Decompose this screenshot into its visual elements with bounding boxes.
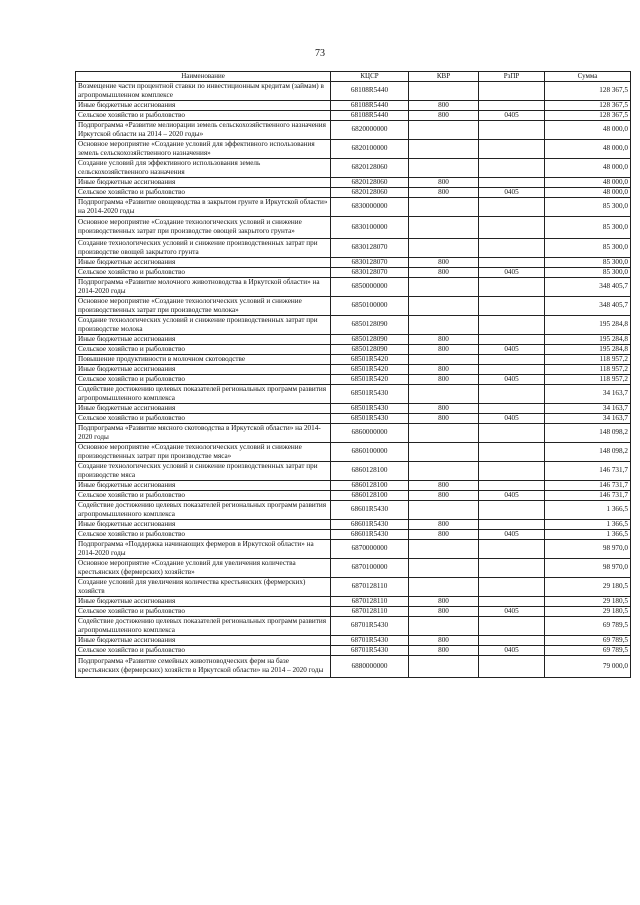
table-row bbox=[76, 177, 631, 187]
cell-kvr: 800 bbox=[409, 110, 479, 120]
cell-rzpr: 0405 bbox=[479, 374, 545, 384]
cell-kcsr: 6830000000 bbox=[331, 197, 409, 216]
cell-kcsr: 6870100000 bbox=[331, 558, 409, 577]
table-row bbox=[76, 110, 631, 120]
cell-name: Подпрограмма «Развитие мелиорации земель сельскохозяйственного назначения Иркутской области на 2014 – 2020 годы» bbox=[76, 120, 331, 139]
cell-sum: 48 000,0 bbox=[545, 120, 631, 139]
cell-kcsr: 68501R5430 bbox=[331, 413, 409, 423]
cell-sum: 128 367,5 bbox=[545, 110, 631, 120]
cell-kvr bbox=[409, 238, 479, 257]
cell-sum: 128 367,5 bbox=[545, 81, 631, 100]
cell-rzpr bbox=[479, 403, 545, 413]
cell-rzpr bbox=[479, 616, 545, 635]
cell-sum: 128 367,5 bbox=[545, 100, 631, 110]
cell-sum: 48 000,0 bbox=[545, 187, 631, 197]
cell-rzpr: 0405 bbox=[479, 529, 545, 539]
cell-name: Содействие достижению целевых показателей региональных программ развития агропромышленного комплекса bbox=[76, 616, 331, 635]
cell-rzpr: 0405 bbox=[479, 413, 545, 423]
cell-kcsr: 6850128090 bbox=[331, 334, 409, 344]
cell-kvr: 800 bbox=[409, 645, 479, 655]
cell-sum: 85 300,0 bbox=[545, 238, 631, 257]
cell-sum: 48 000,0 bbox=[545, 177, 631, 187]
cell-kcsr: 6870128110 bbox=[331, 596, 409, 606]
cell-rzpr bbox=[479, 596, 545, 606]
cell-kvr: 800 bbox=[409, 596, 479, 606]
cell-name: Создание условий для эффективного использования земель сельскохозяйственного назначения bbox=[76, 158, 331, 177]
cell-rzpr bbox=[479, 655, 545, 677]
cell-rzpr bbox=[479, 354, 545, 364]
table-row bbox=[76, 480, 631, 490]
cell-sum: 85 300,0 bbox=[545, 197, 631, 216]
table-row bbox=[76, 606, 631, 616]
cell-kvr bbox=[409, 354, 479, 364]
cell-kcsr: 68501R5420 bbox=[331, 374, 409, 384]
cell-kvr: 800 bbox=[409, 490, 479, 500]
cell-kcsr: 6820128060 bbox=[331, 177, 409, 187]
cell-name: Основное мероприятие «Создание условий для эффективного использования земель сельскохозяйственного назначения» bbox=[76, 139, 331, 158]
table-body bbox=[76, 81, 631, 677]
cell-rzpr: 0405 bbox=[479, 110, 545, 120]
cell-kcsr: 6860128100 bbox=[331, 461, 409, 480]
cell-name: Сельское хозяйство и рыболовство bbox=[76, 645, 331, 655]
cell-kvr bbox=[409, 216, 479, 238]
cell-kvr: 800 bbox=[409, 480, 479, 490]
cell-sum: 195 284,8 bbox=[545, 315, 631, 334]
page-number: 73 bbox=[315, 48, 325, 59]
table-row bbox=[76, 197, 631, 216]
cell-sum: 118 957,2 bbox=[545, 354, 631, 364]
cell-name: Подпрограмма «Развитие семейных животноводческих ферм на базе крестьянских (фермерских) хозяйств в Иркутской области» на 2014 – 2020 годы bbox=[76, 655, 331, 677]
cell-sum: 98 970,0 bbox=[545, 539, 631, 558]
cell-sum: 69 789,5 bbox=[545, 616, 631, 635]
cell-sum: 146 731,7 bbox=[545, 480, 631, 490]
cell-kcsr: 6820128060 bbox=[331, 158, 409, 177]
cell-rzpr bbox=[479, 197, 545, 216]
table-row bbox=[76, 645, 631, 655]
table-row bbox=[76, 364, 631, 374]
cell-name: Сельское хозяйство и рыболовство bbox=[76, 187, 331, 197]
cell-kvr bbox=[409, 315, 479, 334]
cell-rzpr bbox=[479, 500, 545, 519]
table-row bbox=[76, 423, 631, 442]
cell-name: Основное мероприятие «Создание технологических условий и снижение производственных затрат при производстве мяса» bbox=[76, 442, 331, 461]
cell-sum: 1 366,5 bbox=[545, 519, 631, 529]
cell-sum: 348 405,7 bbox=[545, 277, 631, 296]
cell-name: Содействие достижению целевых показателей региональных программ развития агропромышленного комплекса bbox=[76, 500, 331, 519]
cell-rzpr bbox=[479, 81, 545, 100]
cell-kvr: 800 bbox=[409, 606, 479, 616]
cell-name: Иные бюджетные ассигнования bbox=[76, 177, 331, 187]
cell-sum: 85 300,0 bbox=[545, 216, 631, 238]
cell-name: Подпрограмма «Развитие молочного животноводства в Иркутской области» на 2014-2020 годы bbox=[76, 277, 331, 296]
cell-kvr: 800 bbox=[409, 257, 479, 267]
cell-sum: 148 098,2 bbox=[545, 442, 631, 461]
cell-rzpr: 0405 bbox=[479, 490, 545, 500]
cell-kvr bbox=[409, 139, 479, 158]
table-row bbox=[76, 529, 631, 539]
table-row bbox=[76, 461, 631, 480]
cell-sum: 79 000,0 bbox=[545, 655, 631, 677]
cell-kvr bbox=[409, 120, 479, 139]
cell-kcsr: 6830128070 bbox=[331, 257, 409, 267]
cell-sum: 118 957,2 bbox=[545, 364, 631, 374]
cell-kcsr: 6860100000 bbox=[331, 442, 409, 461]
cell-name: Сельское хозяйство и рыболовство bbox=[76, 110, 331, 120]
cell-name: Иные бюджетные ассигнования bbox=[76, 257, 331, 267]
cell-sum: 48 000,0 bbox=[545, 139, 631, 158]
cell-kcsr: 68601R5430 bbox=[331, 529, 409, 539]
cell-name: Сельское хозяйство и рыболовство bbox=[76, 490, 331, 500]
cell-name: Иные бюджетные ассигнования bbox=[76, 334, 331, 344]
cell-name: Возмещение части процентной ставки по инвестиционным кредитам (займам) в агропромышленном комплексе bbox=[76, 81, 331, 100]
table-row bbox=[76, 100, 631, 110]
cell-rzpr bbox=[479, 177, 545, 187]
cell-kvr: 800 bbox=[409, 364, 479, 374]
cell-rzpr bbox=[479, 334, 545, 344]
cell-kcsr: 68501R5430 bbox=[331, 384, 409, 403]
cell-kvr bbox=[409, 442, 479, 461]
cell-name: Подпрограмма «Развитие овощеводства в закрытом грунте в Иркутской области» на 2014-2020 годы bbox=[76, 197, 331, 216]
cell-kcsr: 68601R5430 bbox=[331, 500, 409, 519]
table-row bbox=[76, 519, 631, 529]
header-sum: Сумма bbox=[545, 72, 631, 82]
cell-kvr: 800 bbox=[409, 267, 479, 277]
cell-rzpr bbox=[479, 257, 545, 267]
cell-rzpr bbox=[479, 100, 545, 110]
cell-kcsr: 6830128070 bbox=[331, 238, 409, 257]
cell-kvr bbox=[409, 423, 479, 442]
cell-rzpr: 0405 bbox=[479, 645, 545, 655]
cell-rzpr: 0405 bbox=[479, 267, 545, 277]
cell-kcsr: 6870000000 bbox=[331, 539, 409, 558]
header-rzpr: РзПР bbox=[479, 72, 545, 82]
cell-sum: 85 300,0 bbox=[545, 257, 631, 267]
table-row bbox=[76, 267, 631, 277]
cell-sum: 29 180,5 bbox=[545, 596, 631, 606]
cell-rzpr bbox=[479, 577, 545, 596]
cell-kcsr: 6850128090 bbox=[331, 344, 409, 354]
cell-kcsr: 68701R5430 bbox=[331, 645, 409, 655]
cell-kvr: 800 bbox=[409, 187, 479, 197]
table-row bbox=[76, 120, 631, 139]
cell-sum: 69 789,5 bbox=[545, 635, 631, 645]
table-row bbox=[76, 500, 631, 519]
cell-name: Иные бюджетные ассигнования bbox=[76, 480, 331, 490]
cell-kvr bbox=[409, 558, 479, 577]
cell-name: Подпрограмма «Поддержка начинающих фермеров в Иркутской области» на 2014-2020 годы bbox=[76, 539, 331, 558]
cell-kcsr: 68501R5430 bbox=[331, 403, 409, 413]
cell-sum: 195 284,8 bbox=[545, 334, 631, 344]
cell-sum: 146 731,7 bbox=[545, 461, 631, 480]
cell-kcsr: 68701R5430 bbox=[331, 635, 409, 645]
cell-kvr: 800 bbox=[409, 403, 479, 413]
cell-sum: 48 000,0 bbox=[545, 158, 631, 177]
cell-rzpr bbox=[479, 277, 545, 296]
cell-sum: 195 284,8 bbox=[545, 344, 631, 354]
cell-rzpr bbox=[479, 315, 545, 334]
cell-kcsr: 68601R5430 bbox=[331, 519, 409, 529]
budget-table bbox=[75, 71, 631, 678]
cell-kcsr: 6850100000 bbox=[331, 296, 409, 315]
cell-kvr bbox=[409, 655, 479, 677]
table-row bbox=[76, 384, 631, 403]
cell-kvr bbox=[409, 81, 479, 100]
cell-kcsr: 6880000000 bbox=[331, 655, 409, 677]
cell-kcsr: 68108R5440 bbox=[331, 110, 409, 120]
table-row bbox=[76, 490, 631, 500]
cell-kcsr: 6860128100 bbox=[331, 490, 409, 500]
cell-kvr bbox=[409, 500, 479, 519]
cell-kcsr: 6870128110 bbox=[331, 606, 409, 616]
cell-sum: 29 180,5 bbox=[545, 577, 631, 596]
cell-kvr: 800 bbox=[409, 529, 479, 539]
cell-name: Иные бюджетные ассигнования bbox=[76, 364, 331, 374]
table-row bbox=[76, 158, 631, 177]
table-row bbox=[76, 344, 631, 354]
cell-name: Сельское хозяйство и рыболовство bbox=[76, 344, 331, 354]
header-kcsr: КЦСР bbox=[331, 72, 409, 82]
cell-rzpr bbox=[479, 558, 545, 577]
cell-kvr: 800 bbox=[409, 177, 479, 187]
cell-rzpr bbox=[479, 423, 545, 442]
cell-rzpr bbox=[479, 158, 545, 177]
cell-kcsr: 68501R5420 bbox=[331, 364, 409, 374]
cell-kcsr: 68108R5440 bbox=[331, 100, 409, 110]
table-row bbox=[76, 539, 631, 558]
table-row bbox=[76, 442, 631, 461]
cell-kcsr: 6820000000 bbox=[331, 120, 409, 139]
cell-kvr bbox=[409, 384, 479, 403]
cell-name: Создание технологических условий и снижение производственных затрат при производстве овощей закрытого грунта bbox=[76, 238, 331, 257]
cell-kcsr: 6850128090 bbox=[331, 315, 409, 334]
cell-kcsr: 6830128070 bbox=[331, 267, 409, 277]
cell-kvr bbox=[409, 577, 479, 596]
cell-rzpr bbox=[479, 139, 545, 158]
table-header bbox=[76, 72, 631, 82]
table-row bbox=[76, 216, 631, 238]
cell-name: Иные бюджетные ассигнования bbox=[76, 100, 331, 110]
cell-rzpr bbox=[479, 216, 545, 238]
cell-kvr: 800 bbox=[409, 100, 479, 110]
cell-rzpr bbox=[479, 539, 545, 558]
cell-sum: 69 789,5 bbox=[545, 645, 631, 655]
table-row bbox=[76, 413, 631, 423]
cell-name: Иные бюджетные ассигнования bbox=[76, 596, 331, 606]
cell-kvr: 800 bbox=[409, 413, 479, 423]
cell-name: Создание технологических условий и снижение производственных затрат при производстве молока bbox=[76, 315, 331, 334]
cell-kvr: 800 bbox=[409, 374, 479, 384]
table-row bbox=[76, 296, 631, 315]
cell-sum: 1 366,5 bbox=[545, 500, 631, 519]
cell-sum: 146 731,7 bbox=[545, 490, 631, 500]
cell-kcsr: 6860000000 bbox=[331, 423, 409, 442]
table-row bbox=[76, 596, 631, 606]
cell-rzpr bbox=[479, 120, 545, 139]
cell-sum: 1 366,5 bbox=[545, 529, 631, 539]
cell-kcsr: 6830100000 bbox=[331, 216, 409, 238]
cell-rzpr bbox=[479, 519, 545, 529]
cell-sum: 148 098,2 bbox=[545, 423, 631, 442]
cell-kvr bbox=[409, 277, 479, 296]
cell-rzpr: 0405 bbox=[479, 606, 545, 616]
cell-rzpr: 0405 bbox=[479, 187, 545, 197]
cell-kvr: 800 bbox=[409, 334, 479, 344]
cell-rzpr bbox=[479, 296, 545, 315]
cell-name: Сельское хозяйство и рыболовство bbox=[76, 374, 331, 384]
cell-sum: 118 957,2 bbox=[545, 374, 631, 384]
cell-name: Сельское хозяйство и рыболовство bbox=[76, 267, 331, 277]
cell-name: Повышение продуктивности в молочном скотоводстве bbox=[76, 354, 331, 364]
cell-name: Основное мероприятие «Создание технологических условий и снижение производственных затрат при производстве молока» bbox=[76, 296, 331, 315]
table-row bbox=[76, 655, 631, 677]
cell-name: Сельское хозяйство и рыболовство bbox=[76, 413, 331, 423]
cell-sum: 85 300,0 bbox=[545, 267, 631, 277]
cell-rzpr bbox=[479, 442, 545, 461]
cell-kcsr: 68108R5440 bbox=[331, 81, 409, 100]
cell-kvr bbox=[409, 197, 479, 216]
cell-kcsr: 6860128100 bbox=[331, 480, 409, 490]
cell-kvr: 800 bbox=[409, 635, 479, 645]
cell-kcsr: 68501R5420 bbox=[331, 354, 409, 364]
table-row bbox=[76, 616, 631, 635]
cell-name: Создание технологических условий и снижение производственных затрат при производстве мяса bbox=[76, 461, 331, 480]
cell-rzpr bbox=[479, 364, 545, 374]
table-row bbox=[76, 315, 631, 334]
cell-kcsr: 6820128060 bbox=[331, 187, 409, 197]
cell-rzpr bbox=[479, 635, 545, 645]
table-row bbox=[76, 139, 631, 158]
cell-rzpr: 0405 bbox=[479, 344, 545, 354]
cell-name: Сельское хозяйство и рыболовство bbox=[76, 606, 331, 616]
cell-kvr: 800 bbox=[409, 344, 479, 354]
cell-kcsr: 68701R5430 bbox=[331, 616, 409, 635]
cell-sum: 348 405,7 bbox=[545, 296, 631, 315]
cell-kvr bbox=[409, 296, 479, 315]
cell-sum: 34 163,7 bbox=[545, 413, 631, 423]
header-kvr: КВР bbox=[409, 72, 479, 82]
cell-kcsr: 6870128110 bbox=[331, 577, 409, 596]
cell-rzpr bbox=[479, 238, 545, 257]
cell-name: Основное мероприятие «Создание технологических условий и снижение производственных затрат при производстве овощей закрытого грунта» bbox=[76, 216, 331, 238]
table-row bbox=[76, 374, 631, 384]
cell-kvr bbox=[409, 616, 479, 635]
cell-kvr bbox=[409, 461, 479, 480]
cell-rzpr bbox=[479, 384, 545, 403]
table-row bbox=[76, 187, 631, 197]
cell-kvr bbox=[409, 158, 479, 177]
table-row bbox=[76, 635, 631, 645]
cell-name: Основное мероприятие «Создание условий для увеличения количества крестьянских (фермерских) хозяйств» bbox=[76, 558, 331, 577]
cell-kvr bbox=[409, 539, 479, 558]
cell-name: Создание условий для увеличения количества крестьянских (фермерских) хозяйств bbox=[76, 577, 331, 596]
cell-name: Иные бюджетные ассигнования bbox=[76, 635, 331, 645]
cell-sum: 29 180,5 bbox=[545, 606, 631, 616]
table-row bbox=[76, 257, 631, 267]
cell-sum: 98 970,0 bbox=[545, 558, 631, 577]
table-row bbox=[76, 277, 631, 296]
table-row bbox=[76, 577, 631, 596]
cell-name: Иные бюджетные ассигнования bbox=[76, 519, 331, 529]
cell-name: Иные бюджетные ассигнования bbox=[76, 403, 331, 413]
table-row bbox=[76, 334, 631, 344]
cell-kcsr: 6820100000 bbox=[331, 139, 409, 158]
cell-sum: 34 163,7 bbox=[545, 403, 631, 413]
cell-name: Сельское хозяйство и рыболовство bbox=[76, 529, 331, 539]
cell-kcsr: 6850000000 bbox=[331, 277, 409, 296]
table-row bbox=[76, 81, 631, 100]
header-name: Наименование bbox=[76, 72, 331, 82]
cell-name: Подпрограмма «Развитие мясного скотоводства в Иркутской области» на 2014-2020 годы bbox=[76, 423, 331, 442]
table-row bbox=[76, 238, 631, 257]
table-row bbox=[76, 354, 631, 364]
table-row bbox=[76, 558, 631, 577]
table-row bbox=[76, 403, 631, 413]
cell-sum: 34 163,7 bbox=[545, 384, 631, 403]
cell-rzpr bbox=[479, 461, 545, 480]
cell-name: Содействие достижению целевых показателей региональных программ развития агропромышленного комплекса bbox=[76, 384, 331, 403]
cell-rzpr bbox=[479, 480, 545, 490]
cell-kvr: 800 bbox=[409, 519, 479, 529]
